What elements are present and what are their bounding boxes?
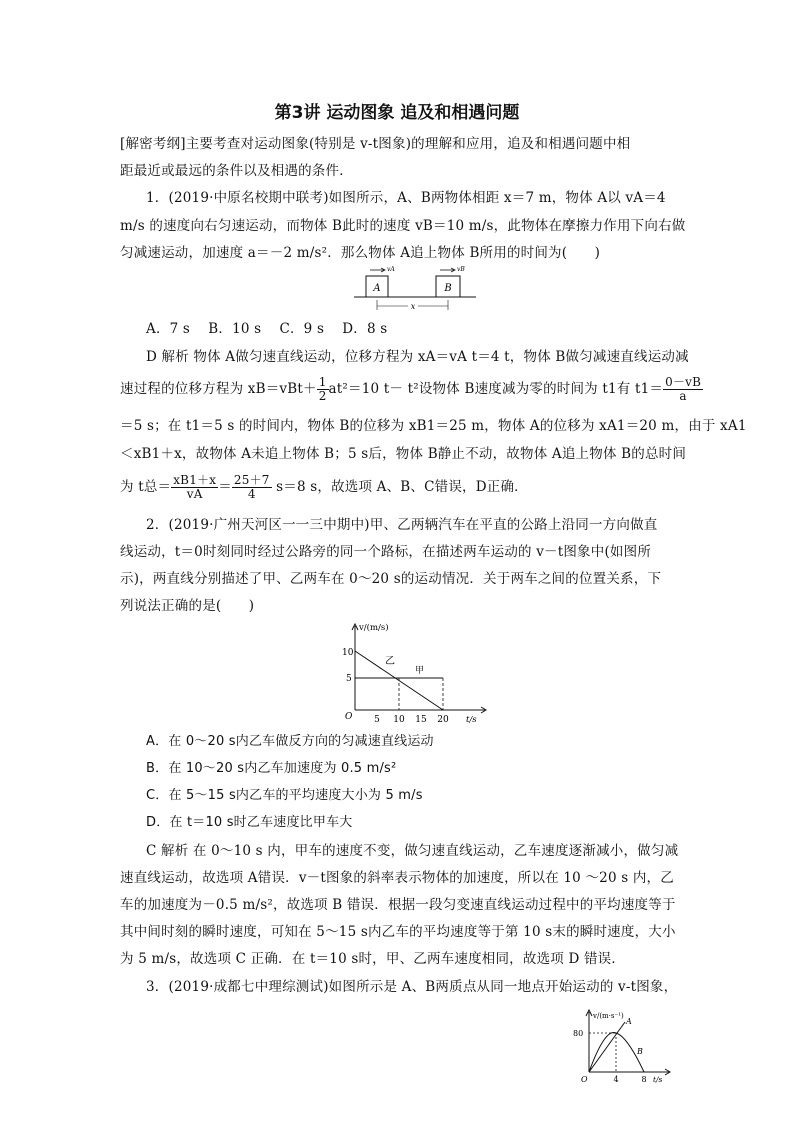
q3-ylabel: v/(m·s⁻¹): [593, 1012, 624, 1020]
q2-vt-graph: [335, 618, 495, 726]
analysis-5b: ＝: [218, 479, 232, 495]
q1-analysis-1: D 解析 物体 A做匀速直线运动，位移方程为 xA＝vA t＝4 t，物体 B做匀减速直线运动减: [146, 349, 689, 365]
half-den: 2: [318, 389, 327, 403]
q1-figure-blocks: [350, 264, 480, 312]
q2-xtick-10: 10: [393, 715, 405, 725]
fraction-half: [317, 376, 329, 403]
q2-analysis-5: 为 5 m/s，故选项 C 正确．在 t＝10 s时，甲、乙两车速度相同，故选项 D 错误．: [120, 951, 626, 967]
box-a-label: A: [373, 283, 381, 294]
q2-line-4: 列说法正确的是( ): [120, 598, 255, 614]
q1-analysis-2: [120, 375, 702, 410]
q3-label-a: A: [626, 1017, 632, 1026]
q2-analysis-3: 车的加速度为－0.5 m/s²，故选项 B 错误．根据一段匀变速直线运动过程中的平均速度等于: [120, 897, 676, 913]
q2-analysis-2: 速直线运动，故选项 A错误．v－t图象的斜率表示物体的加速度，所以在 10 ～20 s 内，乙: [120, 870, 674, 886]
q2-origin: O: [345, 712, 353, 722]
intro-line-1: [解密考纲]主要考查对运动图象(特别是 v-t图象)的理解和应用，追及和相遇问题中相: [120, 136, 631, 152]
t1-den: a: [679, 389, 687, 403]
q3-origin: O: [581, 1075, 588, 1084]
q2-option-d: D．在 t＝10 s时乙车速度比甲车大: [146, 815, 353, 830]
fraction-total-2: [232, 474, 272, 501]
q1-line-1: 1．(2019·中原名校期中联考)如图所示，A、B两物体相距 x＝7 m，物体 A以 vA＝4: [146, 190, 666, 206]
q2-option-b: B．在 10～20 s内乙车加速度为 0.5 m/s²: [146, 761, 397, 776]
q1-analysis-3: ＝5 s；在 t1＝5 s 的时间内，物体 B的位移为 xB1＝25 m，物体 A的位移为 xA1＝20 m，由于 xA1: [120, 418, 747, 434]
q2-option-c: C．在 5～15 s内乙车的平均速度大小为 5 m/s: [146, 788, 423, 803]
q1-line-2: m/s 的速度向右匀速运动，而物体 B此时的速度 vB＝10 m/s，此物体在摩擦力作用下向右做: [120, 218, 686, 234]
tot1-den: vA: [186, 487, 203, 501]
intro-line-2: 距最近或最远的条件以及相遇的条件．: [120, 163, 353, 179]
q2-xlabel: t/s: [466, 715, 477, 725]
q2-analysis-1: C 解析 在 0～10 s 内，甲车的速度不变，做匀速直线运动，乙车速度逐渐减小，做匀减: [146, 843, 679, 859]
fraction-t1: [663, 376, 703, 403]
q2-line-1: 2．(2019·广州天河区一一三中期中)甲、乙两辆汽车在平直的公路上沿同一方向做直: [146, 517, 658, 533]
t1-num: 0－vB: [665, 375, 702, 389]
q2-xtick-5: 5: [374, 715, 380, 725]
q3-vt-graph: [565, 1008, 675, 1084]
q3-curve-b: [589, 1032, 644, 1072]
q2-xtick-20: 20: [437, 715, 449, 725]
q1-options: A．7 s B．10 s C．9 s D．8 s: [146, 321, 388, 337]
q2-line-3: 示)，两直线分别描述了甲、乙两车在 0～20 s的运动情况．关于两车之间的位置关系，下: [120, 571, 662, 587]
q3-label-b: B: [637, 1047, 643, 1056]
q2-label-yi: 乙: [385, 656, 395, 667]
vb-label: vB: [457, 266, 465, 273]
q2-line-2: 线运动，t＝0时刻同时经过公路旁的同一个路标，在描述两车运动的 v－t图象中(如图所: [120, 544, 652, 560]
box-b-label: B: [444, 283, 452, 294]
tot2-den: 4: [247, 487, 256, 501]
half-num: 1: [318, 375, 327, 389]
fraction-total-1: [171, 474, 218, 501]
q1-line-3: 匀减速运动，加速度 a＝－2 m/s²．那么物体 A追上物体 B所用的时间为( ): [120, 245, 601, 261]
q2-label-jia: 甲: [415, 666, 425, 676]
q2-ytick-5: 5: [346, 674, 352, 684]
analysis-2b: at²＝10 t－ t²设物体 B速度减为零的时间为 t1有 t1＝: [328, 381, 664, 397]
q2-analysis-4: 其中间时刻的瞬时速度，可知在 5～15 s内乙车的平均速度等于第 10 s末的瞬时速度，大小: [120, 924, 676, 940]
page-title: 第3讲 运动图象 追及和相遇问题: [274, 103, 520, 123]
q1-analysis-5: [120, 474, 680, 508]
q3-xlabel: t/s: [653, 1075, 663, 1084]
q2-option-a: A．在 0～20 s内乙车做反方向的匀减速直线运动: [146, 734, 434, 749]
q2-ytick-10: 10: [342, 648, 354, 658]
analysis-5a: 为 t总＝: [120, 479, 172, 495]
q2-ylabel: v/(m/s): [359, 623, 389, 633]
q1-analysis-4: ＜xB1＋x，故物体 A未追上物体 B；5 s后，物体 B静止不动，故物体 A追上物体 B的总时间: [120, 446, 687, 462]
q3-line-a: [589, 1022, 625, 1072]
q3-line-1: 3．(2019·成都七中理综测试)如图所示是 A、B两质点从同一地点开始运动的 v-t图象，: [146, 979, 678, 995]
q2-xtick-15: 15: [415, 715, 427, 725]
q3-xtick-8: 8: [641, 1075, 647, 1084]
q3-ytick-80: 80: [573, 1029, 584, 1038]
tot1-num: xB1＋x: [173, 473, 217, 487]
tot2-num: 25＋7: [233, 473, 270, 487]
q3-xtick-4: 4: [613, 1075, 619, 1084]
analysis-2a: 速过程的位移方程为 xB＝vBt＋: [120, 381, 317, 397]
distance-label: x: [410, 302, 416, 311]
analysis-5c: s＝8 s，故选项 A、B、C错误，D正确．: [271, 479, 528, 495]
va-label: vA: [387, 266, 395, 273]
